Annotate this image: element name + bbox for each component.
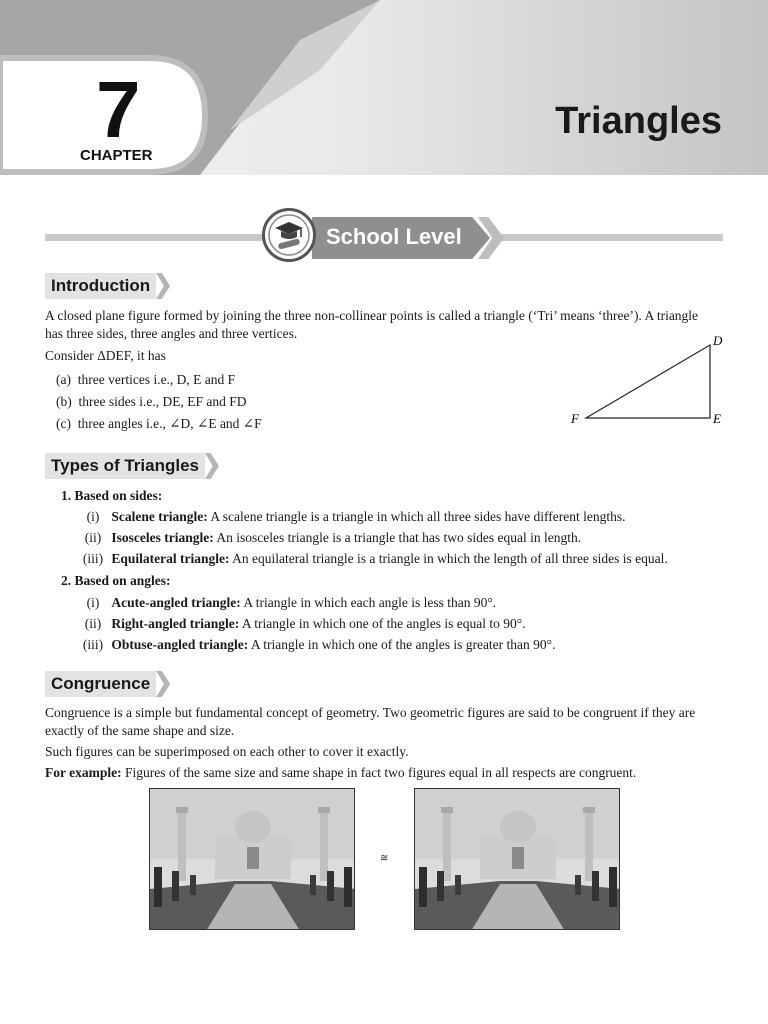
- item-term: Obtuse-angled triangle:: [111, 637, 249, 652]
- list-item-a: [56, 371, 235, 389]
- angles-item: [78, 594, 496, 612]
- sides-item: [78, 550, 668, 568]
- item-text: A scalene triangle is a triangle in which all three sides have different lengths.: [207, 509, 626, 524]
- introduction-heading: [45, 273, 170, 299]
- item-text: A triangle in which one of the angles is equal to 90°.: [239, 616, 526, 631]
- example-line: [45, 764, 636, 782]
- vertex-e-label: E: [713, 411, 721, 426]
- triangle-def-figure: [565, 330, 735, 430]
- list-item-c: [56, 415, 262, 433]
- school-level-title: School Level: [326, 224, 462, 249]
- vertex-f-label: F: [571, 411, 579, 426]
- chapter-label: CHAPTER: [80, 147, 153, 164]
- sides-item: [78, 529, 581, 547]
- list-text: three sides i.e., DE, EF and FD: [78, 394, 247, 409]
- types-heading-text: Types of Triangles: [45, 453, 205, 479]
- example-text: Figures of the same size and same shape in fact two figures equal in all respects are congruent.: [121, 765, 637, 780]
- congruence-paragraph: [45, 704, 695, 740]
- types-heading: [45, 453, 219, 479]
- congruence-line-2: exactly of the same shape and size.: [45, 723, 235, 738]
- sides-item: [78, 508, 625, 526]
- item-number: (i): [86, 509, 100, 524]
- chevron-right-icon: [156, 273, 170, 299]
- chevron-right-icon: [156, 671, 170, 697]
- intro-line-2: has three sides, three angles and three vertices.: [45, 326, 298, 341]
- taj-mahal-photo-right: [414, 788, 620, 930]
- list-label: (b): [56, 394, 72, 409]
- consider-line: Consider ΔDEF, it has: [45, 348, 166, 363]
- congruence-heading-text: Congruence: [45, 671, 156, 697]
- introduction-heading-text: Introduction: [45, 273, 156, 299]
- item-number: (iii): [82, 551, 104, 566]
- group-angles-title: 2. Based on angles:: [61, 573, 171, 588]
- chapter-title: Triangles: [555, 100, 722, 142]
- list-label: (a): [56, 372, 71, 387]
- list-text: three angles i.e., ∠D, ∠E and ∠F: [77, 416, 262, 431]
- banner-rule-left: [45, 234, 270, 241]
- item-number: (i): [86, 595, 100, 610]
- item-term: Right-angled triangle:: [111, 616, 240, 631]
- vertex-d-label: D: [713, 333, 723, 348]
- item-number: (iii): [82, 637, 104, 652]
- item-text: A triangle in which one of the angles is greater than 90°.: [248, 637, 556, 652]
- item-number: (ii): [84, 616, 102, 631]
- example-label: For example:: [45, 765, 122, 780]
- congruence-heading: [45, 671, 170, 697]
- item-text: An equilateral triangle is a triangle in which the length of all three sides is equal.: [229, 551, 668, 566]
- list-text: three vertices i.e., D, E and F: [77, 372, 236, 387]
- congruence-line-1: Congruence is a simple but fundamental concept of geometry. Two geometric figures are said to be congruent if they are: [45, 705, 696, 720]
- taj-mahal-photo-left: [149, 788, 355, 930]
- congruent-symbol: ≅: [380, 853, 389, 864]
- graduation-cap-icon: [262, 208, 316, 262]
- item-text: An isosceles triangle is a triangle that has two sides equal in length.: [213, 530, 582, 545]
- item-number: (ii): [84, 530, 102, 545]
- triangle-def-shape: [586, 345, 710, 418]
- superimpose-line: Such figures can be superimposed on each other to cover it exactly.: [45, 744, 409, 759]
- item-term: Acute-angled triangle:: [111, 595, 241, 610]
- item-term: Equilateral triangle:: [111, 551, 230, 566]
- list-item-b: [56, 393, 246, 411]
- chapter-number: 7: [96, 65, 139, 154]
- list-label: (c): [56, 416, 71, 431]
- angles-item: [78, 636, 555, 654]
- banner-rule-right: [500, 234, 723, 241]
- chevron-right-icon: [205, 453, 219, 479]
- item-term: Scalene triangle:: [111, 509, 208, 524]
- group-sides-title: 1. Based on sides:: [61, 488, 163, 503]
- angles-item: [78, 615, 525, 633]
- intro-line-1: A closed plane figure formed by joining the three non-collinear points is called a triangle (‘Tri’ means ‘three’). A triangle: [45, 308, 699, 323]
- item-term: Isosceles triangle:: [111, 530, 214, 545]
- item-text: A triangle in which each angle is less than 90°.: [240, 595, 497, 610]
